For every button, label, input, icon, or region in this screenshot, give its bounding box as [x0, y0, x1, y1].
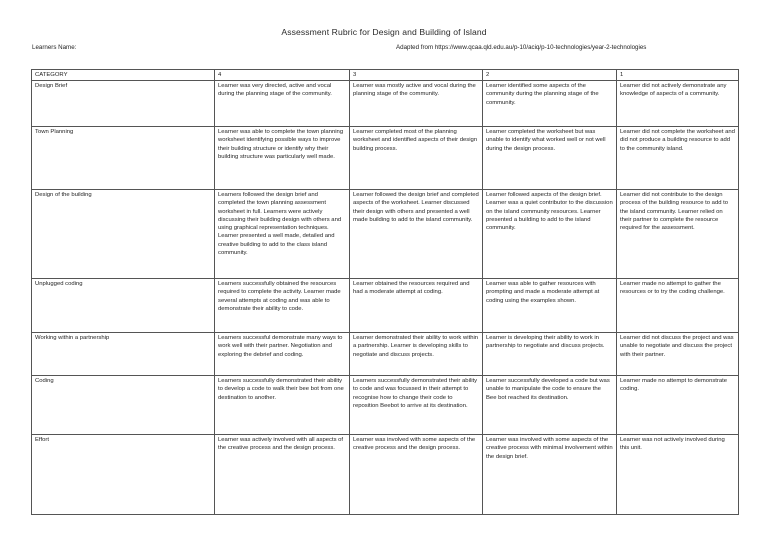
row-category: Unplugged coding [32, 279, 215, 333]
rubric-row-design-of-building [32, 190, 739, 279]
row-cell-score-1: Learner did not actively demonstrate any knowledge of aspects of a community. [617, 81, 739, 127]
row-cell-score-3: Learner demonstrated their ability to work within a partnership. Learner is developing skills to negotiate and discuss projects. [350, 333, 483, 376]
row-cell-score-1: Learner did not discuss the project and was unable to negotiate and discuss the project with their partner. [617, 333, 739, 376]
rubric-row-working-within-partnership [32, 333, 739, 376]
row-cell-score-2: Learner followed aspects of the design brief. Learner was a quiet contributor to the discussion on the island community resources. Learner presented a building to add to the island community. [483, 190, 617, 279]
header-score-1: 1 [617, 70, 739, 81]
row-cell-score-1: Learner did not contribute to the design process of the building resource to add to the island community. Learner relied on their partner to complete the resource required for the assessment. [617, 190, 739, 279]
row-cell-score-2: Learner was involved with some aspects of the creative process with minimal involvement within the design brief. [483, 435, 617, 515]
row-cell-score-3: Learner obtained the resources required and had a moderate attempt at coding. [350, 279, 483, 333]
rubric-row-town-planning [32, 127, 739, 190]
row-cell-score-3: Learners successfully demonstrated their ability to code and was focussed in their attempt to recognise how to change their code to reposition Beebot to arrive at its destination. [350, 376, 483, 435]
row-cell-score-4: Learners followed the design brief and completed the town planning assessment worksheet in full. Learners were actively discussing their building design with others and using graphical representation techniques. Learner presented a well made, detailed and creative building to add to the class island community. [215, 190, 350, 279]
row-cell-score-4: Learners successfully demonstrated their ability to develop a code to walk their bee bot from one destination to another. [215, 376, 350, 435]
row-cell-score-4: Learners successfully obtained the resources required to complete the activity. Learner made several attempts at coding and was able to demonstrate their ability to code. [215, 279, 350, 333]
header-score-2: 2 [483, 70, 617, 81]
header-score-4: 4 [215, 70, 350, 81]
rubric-table [31, 69, 739, 515]
learner-name-label: Learners Name: [32, 44, 77, 51]
row-cell-score-1: Learner made no attempt to gather the resources or to try the coding challenge. [617, 279, 739, 333]
row-cell-score-3: Learner completed most of the planning worksheet and identified aspects of their design building process. [350, 127, 483, 190]
row-cell-score-3: Learner was involved with some aspects of the creative process and the design process. [350, 435, 483, 515]
rubric-header-row [32, 70, 739, 81]
row-cell-score-1: Learner made no attempt to demonstrate coding. [617, 376, 739, 435]
rubric-row-unplugged-coding [32, 279, 739, 333]
rubric-row-design-brief [32, 81, 739, 127]
row-cell-score-2: Learner successfully developed a code but was unable to manipulate the code to ensure the Bee bot reached its destination. [483, 376, 617, 435]
adapted-from-note: Adapted from https://www.qcaa.qld.edu.au/p-10/aciq/p-10-technologies/year-2-technologies [396, 44, 647, 51]
row-cell-score-4: Learner was very directed, active and vocal during the planning stage of the community. [215, 81, 350, 127]
row-category: Coding [32, 376, 215, 435]
row-category: Effort [32, 435, 215, 515]
row-category: Working within a partnership [32, 333, 215, 376]
row-cell-score-3: Learner followed the design brief and completed aspects of the worksheet. Learner discussed their design with others and presented a well made building to add to the island community. [350, 190, 483, 279]
row-cell-score-2: Learner is developing their ability to work in partnership to negotiate and discuss projects. [483, 333, 617, 376]
row-category: Design Brief [32, 81, 215, 127]
rubric-row-effort [32, 435, 739, 515]
row-cell-score-2: Learner completed the worksheet but was unable to identify what worked well or not well during the design process. [483, 127, 617, 190]
row-cell-score-4: Learners successful demonstrate many ways to work well with their partner. Negotiation and exploring the debrief and coding. [215, 333, 350, 376]
row-cell-score-3: Learner was mostly active and vocal during the planning stage of the community. [350, 81, 483, 127]
row-cell-score-1: Learner was not actively involved during this unit. [617, 435, 739, 515]
document-title: Assessment Rubric for Design and Building of Island [281, 27, 487, 37]
header-category: CATEGORY [32, 70, 215, 81]
row-cell-score-4: Learner was able to complete the town planning worksheet identifying possible ways to improve their building structure or identify why their building structure was particularly well made. [215, 127, 350, 190]
row-cell-score-1: Learner did not complete the worksheet and did not produce a building resource to add to the community island. [617, 127, 739, 190]
header-score-3: 3 [350, 70, 483, 81]
row-cell-score-4: Learner was actively involved with all aspects of the creative process and the design process. [215, 435, 350, 515]
rubric-row-coding [32, 376, 739, 435]
row-category: Town Planning [32, 127, 215, 190]
row-cell-score-2: Learner identified some aspects of the community during the planning stage of the community. [483, 81, 617, 127]
row-category: Design of the building [32, 190, 215, 279]
row-cell-score-2: Learner was able to gather resources with prompting and made a moderate attempt at coding using the examples shown. [483, 279, 617, 333]
